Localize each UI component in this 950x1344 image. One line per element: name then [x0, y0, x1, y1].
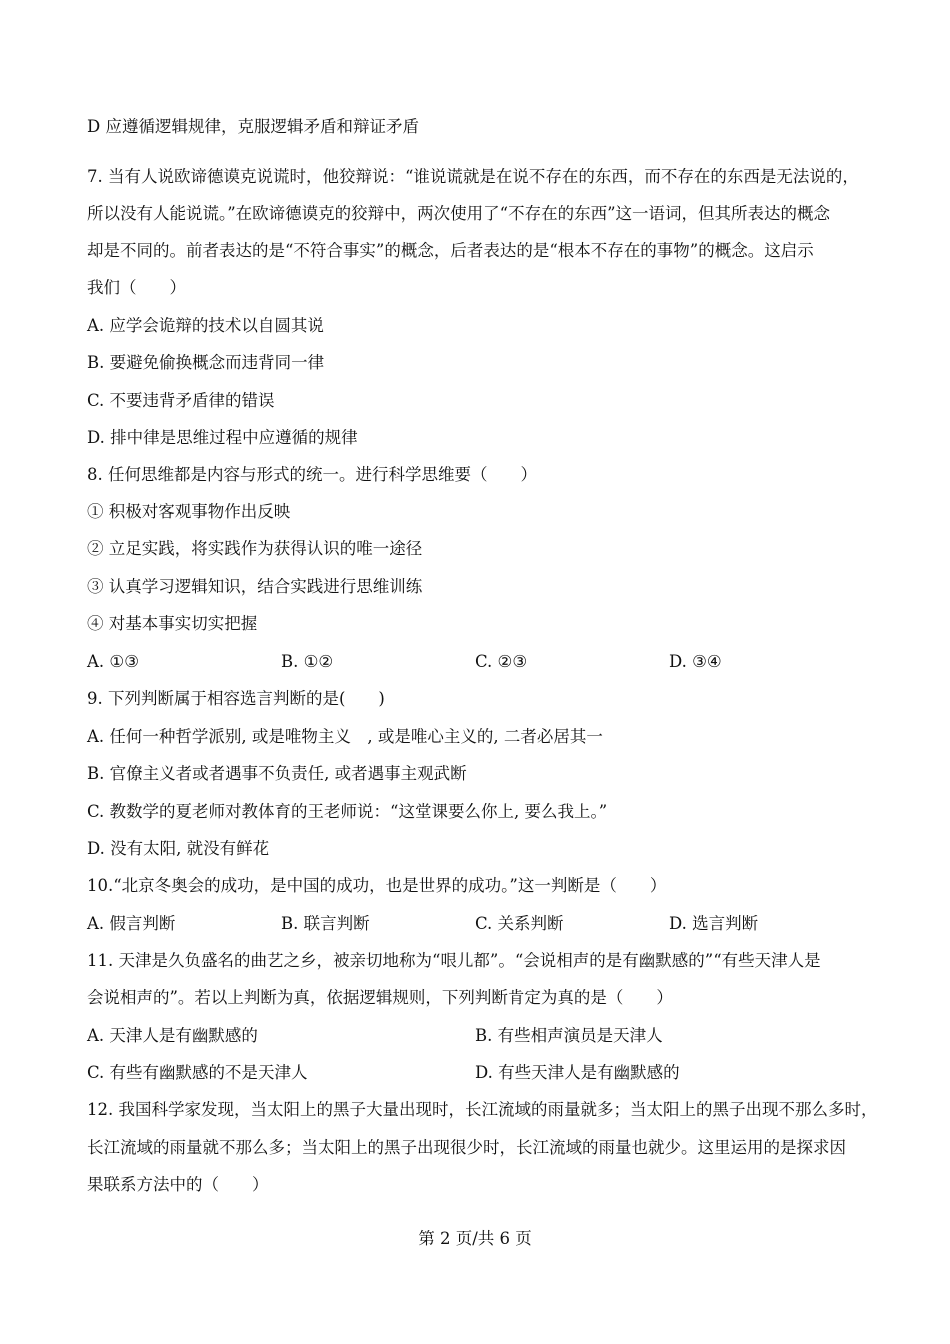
q7-stem-line-1: 7. 当有人说欧谛德谟克说谎时，他狡辩说：“谁说谎就是在说不存在的东西，而不存在的东西是无法说的， [87, 167, 859, 186]
q7-option-c: C. 不要违背矛盾律的错误 [87, 391, 275, 410]
q12-stem-line-1: 12. 我国科学家发现，当太阳上的黑子大量出现时，长江流域的雨量就多；当太阳上的黑子出现不那么多时， [87, 1100, 878, 1119]
q8-item-3: ③ 认真学习逻辑知识，结合实践进行思维训练 [87, 577, 423, 596]
q8-stem: 8. 任何思维都是内容与形式的统一。进行科学思维要（ ） [87, 465, 537, 484]
q12-stem-line-3: 果联系方法中的（ ） [87, 1175, 269, 1194]
q8-option-b: B. ①② [281, 652, 334, 671]
q7-stem-line-4: 我们（ ） [87, 278, 186, 297]
q10-stem: 10.“北京冬奥会的成功，是中国的成功，也是世界的成功。”这一判断是（ ） [87, 876, 667, 895]
q9-option-a: A. 任何一种哲学派别, 或是唯物主义 , 或是唯心主义的, 二者必居其一 [87, 727, 603, 746]
q9-stem: 9. 下列判断属于相容选言判断的是( ) [87, 689, 385, 708]
q7-option-d: D. 排中律是思维过程中应遵循的规律 [87, 428, 358, 447]
q10-option-b: B. 联言判断 [281, 914, 370, 933]
q8-option-c: C. ②③ [475, 652, 528, 671]
q10-option-d: D. 选言判断 [669, 914, 759, 933]
q11-option-b: B. 有些相声演员是天津人 [475, 1026, 663, 1045]
q8-item-2: ② 立足实践，将实践作为获得认识的唯一途径 [87, 539, 423, 558]
q11-option-a: A. 天津人是有幽默感的 [87, 1026, 258, 1045]
q11-stem-line-1: 11. 天津是久负盛名的曲艺之乡，被亲切地称为“哏儿都”。“会说相声的是有幽默感的”“有些天津人是 [87, 951, 821, 970]
q8-item-1: ① 积极对客观事物作出反映 [87, 502, 291, 521]
q6-option-d: D 应遵循逻辑规律，克服逻辑矛盾和辩证矛盾 [87, 117, 419, 136]
q11-stem-line-2: 会说相声的”。若以上判断为真，依据逻辑规则，下列判断肯定为真的是（ ） [87, 988, 673, 1007]
q7-option-a: A. 应学会诡辩的技术以自圆其说 [87, 316, 324, 335]
q10-option-a: A. 假言判断 [87, 914, 176, 933]
q7-stem-line-2: 所以没有人能说谎。”在欧谛德谟克的狡辩中，两次使用了“不存在的东西”这一语词，但其所表达的概念 [87, 204, 831, 223]
q8-option-a: A. ①③ [87, 652, 139, 671]
q12-stem-line-2: 长江流域的雨量就不那么多；当太阳上的黑子出现很少时，长江流域的雨量也就少。这里运用的是探求因 [87, 1138, 846, 1157]
q9-option-d: D. 没有太阳, 就没有鲜花 [87, 839, 270, 858]
page-number: 第 2 页/共 6 页 [418, 1229, 532, 1248]
q10-option-c: C. 关系判断 [475, 914, 564, 933]
q8-option-d: D. ③④ [669, 652, 722, 671]
q9-option-c: C. 教数学的夏老师对教体育的王老师说：“这堂课要么你上, 要么我上。” [87, 802, 608, 821]
q9-option-b: B. 官僚主义者或者遇事不负责任, 或者遇事主观武断 [87, 764, 467, 783]
q11-option-d: D. 有些天津人是有幽默感的 [475, 1063, 680, 1082]
q7-stem-line-3: 却是不同的。前者表达的是“不符合事实”的概念，后者表达的是“根本不存在的事物”的概念。这启示 [87, 241, 814, 260]
q11-option-c: C. 有些有幽默感的不是天津人 [87, 1063, 308, 1082]
q7-option-b: B. 要避免偷换概念而违背同一律 [87, 353, 325, 372]
q8-item-4: ④ 对基本事实切实把握 [87, 614, 258, 633]
